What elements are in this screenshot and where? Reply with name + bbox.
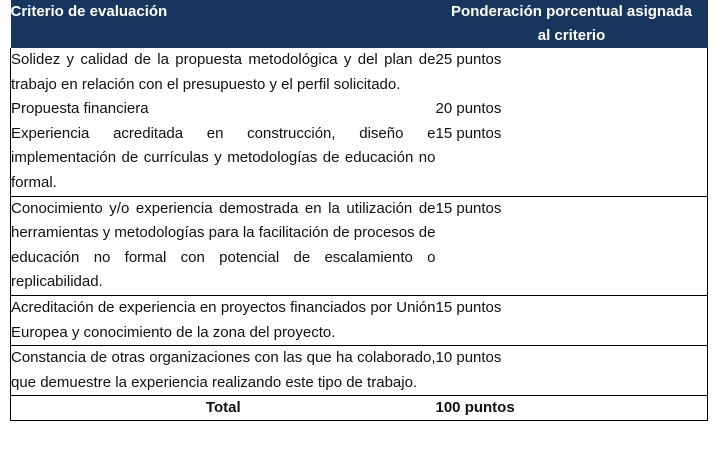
table-header-row [11, 0, 708, 48]
criterion-cell: Acreditación de experiencia en proyectos financiados por Unión Europea y conocimiento de la zona del proyecto. [11, 295, 436, 345]
table-row [11, 48, 708, 97]
evaluation-criteria-table [10, 0, 708, 421]
total-value: 100 puntos [436, 396, 708, 421]
weight-header-line-1: Ponderación porcentual asignada [451, 3, 692, 20]
criterion-cell: Propuesta financiera [11, 97, 436, 122]
table-row [11, 97, 708, 122]
points-cell: 10 puntos [436, 346, 708, 396]
criterion-cell: Experiencia acreditada en construcción, diseño e implementación de currículas y metodologías de educación no formal. [11, 122, 436, 196]
points-cell: 25 puntos [436, 48, 708, 97]
total-row [11, 396, 708, 421]
criterion-column-header: Criterio de evaluación [11, 0, 436, 48]
table-row [11, 295, 708, 345]
weight-header-line-2: al criterio [537, 27, 606, 44]
weight-column-header [436, 0, 708, 48]
criterion-cell: Solidez y calidad de la propuesta metodológica y del plan de trabajo en relación con el presupuesto y el perfil solicitado. [11, 48, 436, 97]
points-cell: 15 puntos [436, 196, 708, 295]
points-cell: 20 puntos [436, 97, 708, 122]
total-label: Total [11, 396, 436, 421]
criterion-cell: Conocimiento y/o experiencia demostrada en la utilización de herramientas y metodologías para la facilitación de procesos de educación no formal con potencial de escalamiento o replicabilidad. [11, 196, 436, 295]
points-cell: 15 puntos [436, 295, 708, 345]
table-row [11, 346, 708, 396]
points-cell: 15 puntos [436, 122, 708, 196]
table-row [11, 122, 708, 196]
table-row [11, 196, 708, 295]
criterion-cell: Constancia de otras organizaciones con las que ha colaborado, que demuestre la experiencia realizando este tipo de trabajo. [11, 346, 436, 396]
